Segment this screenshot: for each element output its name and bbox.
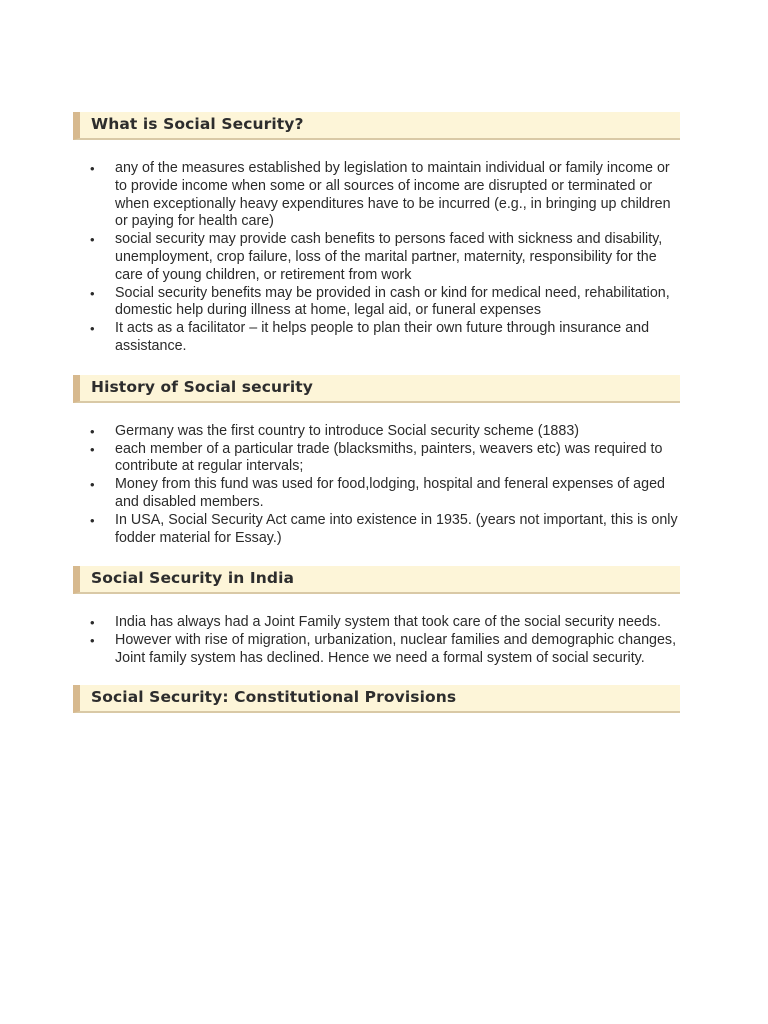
section-heading-history — [73, 375, 680, 403]
document-page — [73, 112, 680, 713]
list-item: • It acts as a facilitator – it helps people to plan their own future through insurance and assistance. — [73, 320, 680, 356]
section-title: What is Social Security? — [91, 115, 304, 133]
bullet-list-social-security-in-india — [73, 614, 680, 667]
list-item: • Money from this fund was used for food,lodging, hospital and feneral expenses of aged and disabled members. — [73, 476, 680, 512]
section-title: Social Security in India — [91, 569, 295, 588]
list-item: • However with rise of migration, urbanization, nuclear families and demographic changes, Joint family system has declined. Hence we need a formal system of social security. — [73, 632, 680, 668]
section-title: History of Social security — [91, 377, 314, 396]
list-item: • Social security benefits may be provided in cash or kind for medical need, rehabilitation, domestic help during illness at home, legal aid, or funeral expenses — [73, 285, 680, 321]
list-item: • each member of a particular trade (blacksmiths, painters, weavers etc) was required to contribute at regular intervals; — [73, 441, 680, 477]
bullet-list-what-is-social-security — [73, 160, 680, 356]
list-item: • In USA, Social Security Act came into existence in 1935. (years not important, this is only fodder material for Essay.) — [73, 512, 680, 548]
list-item: • India has always had a Joint Family system that took care of the social security needs. — [73, 614, 680, 632]
section-heading-what-is-social-security — [73, 112, 680, 140]
section-title: Social Security: Constitutional Provisions — [91, 687, 457, 706]
section-heading-constitutional-provisions — [73, 685, 680, 713]
bullet-list-history — [73, 423, 680, 548]
list-item: • Germany was the first country to introduce Social security scheme (1883) — [73, 423, 680, 441]
section-heading-social-security-in-india — [73, 566, 680, 594]
list-item: • any of the measures established by legislation to maintain individual or family income or to provide income when some or all sources of income are disrupted or terminated or when exceptionally heavy expenditures have to be incurred (e.g., in bringing up children or paying for health care) — [73, 160, 680, 231]
list-item: • social security may provide cash benefits to persons faced with sickness and disability, unemployment, crop failure, loss of the marital partner, maternity, responsibility for the care of young children, or retirement from work — [73, 231, 680, 284]
